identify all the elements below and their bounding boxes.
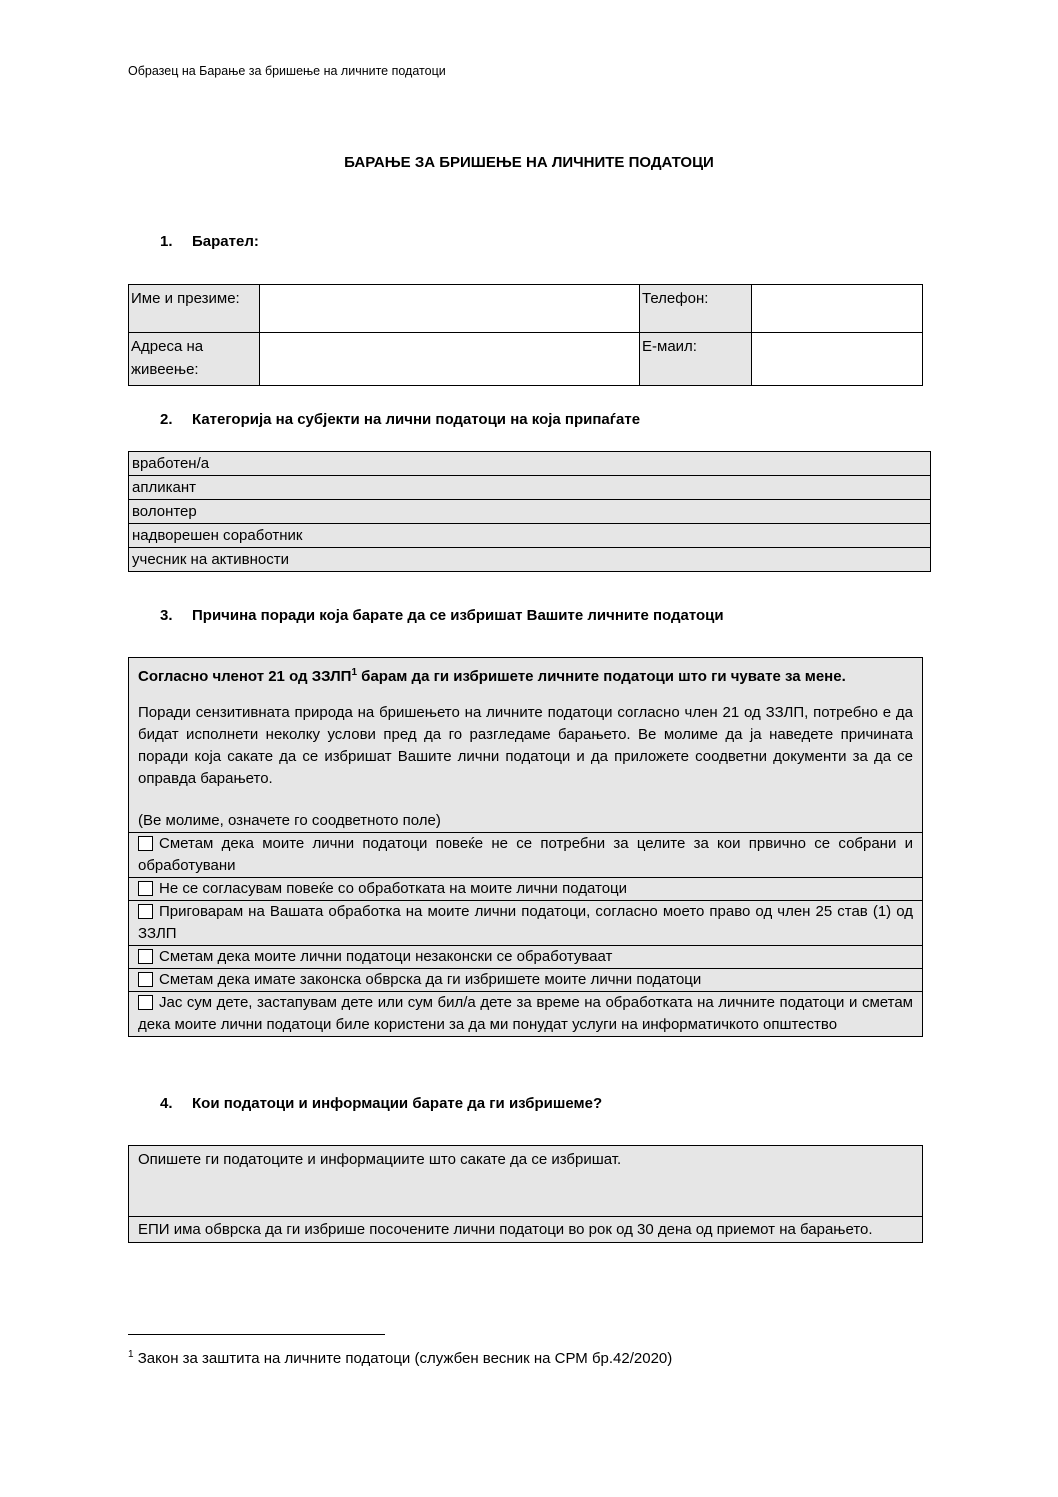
- footnote-ref: 1: [351, 667, 358, 678]
- phone-label: Телефон:: [640, 285, 752, 333]
- section-2-number: 2.: [160, 411, 173, 428]
- reason-option[interactable]: [129, 991, 922, 1036]
- category-item[interactable]: волонтер: [129, 500, 931, 524]
- section-1-heading: [160, 233, 259, 250]
- data-box: [128, 1145, 923, 1243]
- section-1-title: Барател:: [192, 233, 259, 250]
- section-3-heading: [160, 607, 724, 624]
- name-field[interactable]: [260, 285, 640, 333]
- section-4-number: 4.: [160, 1095, 173, 1112]
- section-4-title: Кои податоци и информации барате да ги избришеме?: [192, 1095, 603, 1112]
- footnote-mark: 1: [128, 1349, 134, 1360]
- applicant-table: [128, 284, 923, 386]
- data-description-field[interactable]: Опишете ги податоците и информациите што сакате да се избришат.: [129, 1146, 922, 1217]
- reason-option[interactable]: [129, 945, 922, 968]
- reason-option-label: Сметам дека моите лични податоци незаконски се обработуваат: [159, 948, 613, 965]
- reason-lead: [138, 662, 913, 688]
- section-2-heading: [160, 411, 640, 428]
- category-table: [128, 451, 931, 572]
- reason-option-label: Јас сум дете, застапувам дете или сум бил/а дете за време на обработката на личните податоци и сметам дека моите лични податоци биле користени за да ми понудат услуги на информатичкото општество: [138, 994, 913, 1033]
- category-item[interactable]: надворешен соработник: [129, 524, 931, 548]
- email-label: Е-маил:: [640, 333, 752, 386]
- section-1-number: 1.: [160, 233, 173, 250]
- reason-option-label: Сметам дека моите лични податоци повеќе не се потребни за целите за кои првично се собрани и обработувани: [138, 835, 913, 874]
- section-4-heading: [160, 1095, 602, 1112]
- reason-option[interactable]: [129, 832, 922, 877]
- email-field[interactable]: [752, 333, 923, 386]
- checkbox[interactable]: [138, 836, 153, 851]
- category-item[interactable]: учесник на активности: [129, 548, 931, 572]
- reason-option-label: Сметам дека имате законска обврска да ги избришете моите лични податоци: [159, 971, 702, 988]
- address-field[interactable]: [260, 333, 640, 386]
- footnote-separator: [128, 1334, 385, 1335]
- reason-option-label: Не се согласувам повеќе со обработката на моите лични податоци: [159, 880, 628, 897]
- reason-hint: (Ве молиме, означете го соодветното поле): [138, 812, 441, 829]
- reason-box: [128, 657, 923, 1037]
- reason-lead-end: барам да ги избришете личните податоци што ги чувате за мене.: [357, 668, 846, 685]
- section-3-number: 3.: [160, 607, 173, 624]
- document-header: Образец на Барање за бришење на личните податоци: [128, 64, 446, 78]
- category-item[interactable]: апликант: [129, 476, 931, 500]
- phone-field[interactable]: [752, 285, 923, 333]
- reason-option[interactable]: [129, 877, 922, 900]
- category-item[interactable]: вработен/а: [129, 452, 931, 476]
- reason-lead-start: Согласно членот 21 од ЗЗЛП: [138, 668, 352, 685]
- reason-option[interactable]: [129, 900, 922, 945]
- address-label: Адреса на живеење:: [129, 333, 260, 386]
- deletion-deadline-note: ЕПИ има обврска да ги избрише посочените лични податоци во рок од 30 дена од приемот на барањето.: [138, 1221, 873, 1238]
- section-2-title: Категорија на субјекти на лични податоци на која припаѓате: [192, 411, 641, 428]
- footnote: [128, 1349, 672, 1367]
- checkbox[interactable]: [138, 995, 153, 1010]
- document-title: БАРАЊЕ ЗА БРИШЕЊЕ НА ЛИЧНИТЕ ПОДАТОЦИ: [344, 154, 714, 171]
- section-3-title: Причина поради која барате да се избришат Вашите личните податоци: [192, 607, 724, 624]
- checkbox[interactable]: [138, 881, 153, 896]
- reason-option-label: Приговарам на Вашата обработка на моите лични податоци, согласно моето право од член 25 став (1) од ЗЗЛП: [138, 903, 913, 942]
- reason-paragraph: Поради сензитивната природа на бришењето на личните податоци согласно член 21 од ЗЗЛП, потребно е да бидат исполнети неколку услови пред да го разгледаме барањето. Ве молиме да ја наведете причината поради која сакате да се избришат Вашите лични податоци и да приложете соодветни документи за да се оправда барањето.: [138, 704, 913, 787]
- name-label: Име и презиме:: [129, 285, 260, 333]
- reason-option[interactable]: [129, 968, 922, 991]
- footnote-text: Закон за заштита на личните податоци (службен весник на СРМ бр.42/2020): [137, 1350, 673, 1367]
- checkbox[interactable]: [138, 904, 153, 919]
- checkbox[interactable]: [138, 972, 153, 987]
- checkbox[interactable]: [138, 949, 153, 964]
